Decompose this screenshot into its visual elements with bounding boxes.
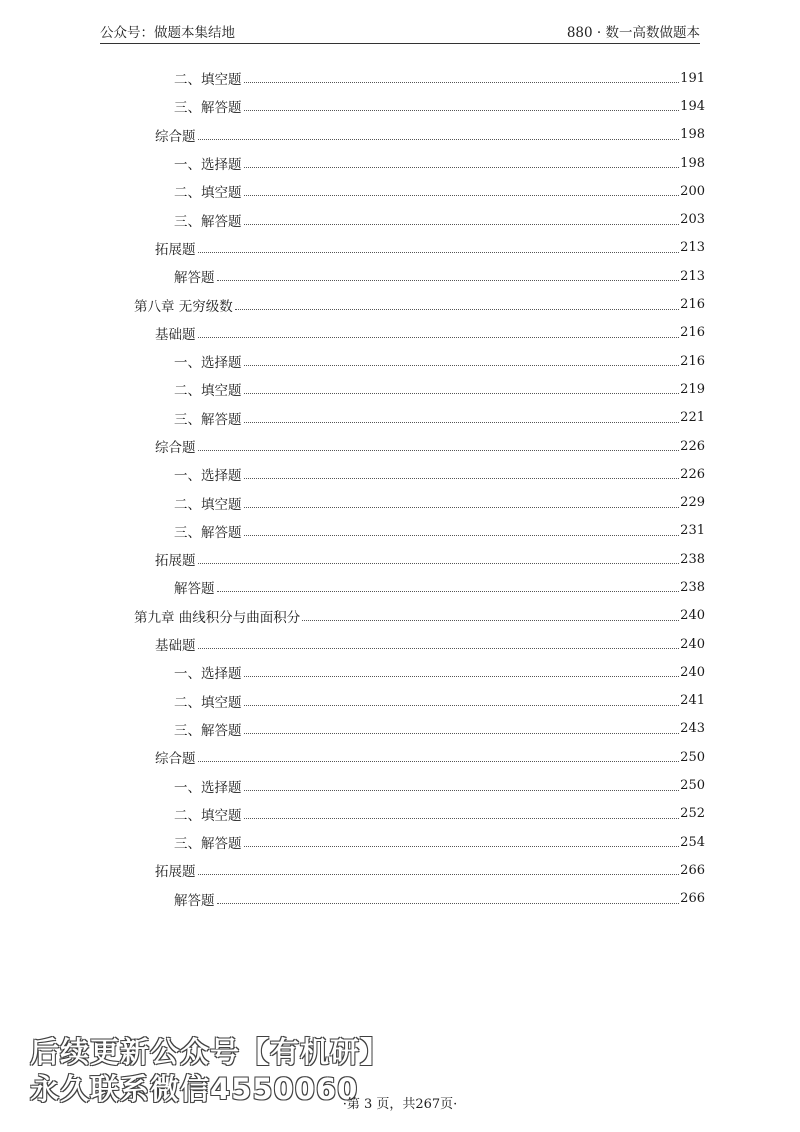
toc-entry-page-number: 200 bbox=[680, 183, 705, 199]
toc-entry-page-number: 198 bbox=[680, 127, 705, 143]
toc-entry-label: 第八章 无穷级数 bbox=[134, 298, 233, 315]
toc-entry-label: 二、填空题 bbox=[174, 694, 242, 711]
toc-dot-leader bbox=[198, 873, 680, 875]
toc-entry-page-number: 238 bbox=[680, 579, 705, 595]
page-header bbox=[100, 22, 700, 44]
toc-entry-page-number: 194 bbox=[680, 98, 705, 114]
toc-entry-label: 一、选择题 bbox=[174, 355, 242, 372]
toc-entry-page-number: 213 bbox=[680, 240, 705, 256]
toc-entry[interactable] bbox=[134, 602, 705, 630]
toc-entry-label: 拓展题 bbox=[155, 864, 196, 881]
toc-dot-leader bbox=[198, 251, 680, 253]
toc-dot-leader bbox=[198, 449, 680, 451]
toc-entry[interactable] bbox=[134, 687, 705, 715]
toc-entry-page-number: 216 bbox=[680, 353, 705, 369]
toc-entry[interactable] bbox=[134, 404, 705, 432]
toc-entry[interactable] bbox=[134, 630, 705, 658]
toc-entry-page-number: 266 bbox=[680, 862, 705, 878]
toc-entry[interactable] bbox=[134, 375, 705, 403]
toc-entry-page-number: 226 bbox=[680, 466, 705, 482]
toc-entry[interactable] bbox=[134, 517, 705, 545]
table-of-contents bbox=[134, 64, 705, 913]
toc-dot-leader bbox=[244, 675, 680, 677]
toc-entry[interactable] bbox=[134, 432, 705, 460]
toc-dot-leader bbox=[244, 421, 680, 423]
toc-dot-leader bbox=[244, 223, 680, 225]
toc-entry-label: 解答题 bbox=[174, 581, 215, 598]
toc-entry[interactable] bbox=[134, 234, 705, 262]
toc-entry[interactable] bbox=[134, 319, 705, 347]
toc-entry-page-number: 203 bbox=[680, 212, 705, 228]
toc-entry-label: 一、选择题 bbox=[174, 779, 242, 796]
toc-dot-leader bbox=[244, 732, 680, 734]
toc-dot-leader bbox=[244, 506, 680, 508]
toc-entry-page-number: 216 bbox=[680, 325, 705, 341]
toc-dot-leader bbox=[244, 109, 680, 111]
toc-dot-leader bbox=[244, 789, 680, 791]
toc-dot-leader bbox=[235, 308, 679, 310]
toc-entry-label: 解答题 bbox=[174, 892, 215, 909]
toc-entry-page-number: 250 bbox=[680, 749, 705, 765]
page-footer bbox=[0, 1093, 800, 1112]
toc-entry-label: 二、填空题 bbox=[174, 72, 242, 89]
toc-entry-label: 二、填空题 bbox=[174, 185, 242, 202]
toc-entry-page-number: 250 bbox=[680, 778, 705, 794]
toc-entry[interactable] bbox=[134, 64, 705, 92]
toc-dot-leader bbox=[198, 138, 680, 140]
toc-entry[interactable] bbox=[134, 545, 705, 573]
toc-entry-label: 基础题 bbox=[155, 326, 196, 343]
toc-dot-leader bbox=[198, 562, 680, 564]
toc-entry-page-number: 240 bbox=[680, 608, 705, 624]
toc-dot-leader bbox=[244, 704, 680, 706]
toc-entry[interactable] bbox=[134, 290, 705, 318]
toc-entry[interactable] bbox=[134, 262, 705, 290]
toc-entry-label: 综合题 bbox=[155, 128, 196, 145]
toc-entry[interactable] bbox=[134, 205, 705, 233]
toc-entry-page-number: 243 bbox=[680, 721, 705, 737]
header-right-text: 880 · 数一高数做题本 bbox=[566, 25, 700, 41]
toc-entry-label: 二、填空题 bbox=[174, 383, 242, 400]
toc-dot-leader bbox=[198, 760, 680, 762]
toc-entry-page-number: 252 bbox=[680, 806, 705, 822]
toc-entry[interactable] bbox=[134, 800, 705, 828]
toc-entry-label: 二、填空题 bbox=[174, 807, 242, 824]
toc-entry-label: 一、选择题 bbox=[174, 666, 242, 683]
toc-entry[interactable] bbox=[134, 885, 705, 913]
toc-entry-page-number: 229 bbox=[680, 495, 705, 511]
toc-dot-leader bbox=[217, 590, 680, 592]
toc-entry-page-number: 221 bbox=[680, 410, 705, 426]
toc-dot-leader bbox=[244, 534, 680, 536]
toc-entry[interactable] bbox=[134, 856, 705, 884]
watermark-line-2: 永久联系微信4550060 bbox=[30, 1072, 359, 1106]
toc-entry-page-number: 216 bbox=[680, 297, 705, 313]
toc-entry-label: 三、解答题 bbox=[174, 213, 242, 230]
toc-dot-leader bbox=[198, 336, 680, 338]
toc-entry[interactable] bbox=[134, 177, 705, 205]
toc-entry-label: 第九章 曲线积分与曲面积分 bbox=[134, 609, 301, 626]
toc-entry-page-number: 213 bbox=[680, 268, 705, 284]
toc-entry-label: 三、解答题 bbox=[174, 100, 242, 117]
toc-dot-leader bbox=[198, 647, 680, 649]
toc-entry[interactable] bbox=[134, 121, 705, 149]
toc-entry-label: 综合题 bbox=[155, 751, 196, 768]
toc-entry-label: 基础题 bbox=[155, 638, 196, 655]
toc-entry[interactable] bbox=[134, 149, 705, 177]
toc-entry-label: 拓展题 bbox=[155, 553, 196, 570]
toc-dot-leader bbox=[244, 845, 680, 847]
toc-entry-page-number: 226 bbox=[680, 438, 705, 454]
header-left-text: 公众号：做题本集结地 bbox=[100, 25, 235, 41]
toc-entry-label: 二、填空题 bbox=[174, 496, 242, 513]
toc-entry[interactable] bbox=[134, 92, 705, 120]
toc-entry-page-number: 198 bbox=[680, 155, 705, 171]
toc-entry-page-number: 219 bbox=[680, 381, 705, 397]
toc-entry-label: 三、解答题 bbox=[174, 722, 242, 739]
toc-entry[interactable] bbox=[134, 488, 705, 516]
toc-entry-label: 三、解答题 bbox=[174, 411, 242, 428]
toc-entry-page-number: 231 bbox=[680, 523, 705, 539]
toc-entry[interactable] bbox=[134, 828, 705, 856]
toc-entry[interactable] bbox=[134, 715, 705, 743]
toc-dot-leader bbox=[244, 81, 680, 83]
toc-dot-leader bbox=[244, 392, 680, 394]
toc-dot-leader bbox=[217, 279, 680, 281]
toc-entry-page-number: 191 bbox=[680, 70, 705, 86]
toc-dot-leader bbox=[244, 817, 680, 819]
toc-entry-page-number: 254 bbox=[680, 834, 705, 850]
toc-dot-leader bbox=[217, 902, 680, 904]
toc-dot-leader bbox=[244, 194, 680, 196]
toc-entry[interactable] bbox=[134, 460, 705, 488]
toc-entry-label: 综合题 bbox=[155, 440, 196, 456]
toc-dot-leader bbox=[302, 619, 679, 621]
watermark-line-1: 后续更新公众号【有机研】 bbox=[30, 1035, 391, 1069]
toc-entry-page-number: 241 bbox=[680, 693, 705, 709]
toc-entry-page-number: 240 bbox=[680, 664, 705, 680]
toc-entry[interactable] bbox=[134, 573, 705, 601]
toc-dot-leader bbox=[244, 166, 680, 168]
toc-dot-leader bbox=[244, 364, 680, 366]
toc-entry-label: 一、选择题 bbox=[174, 157, 242, 174]
toc-entry-label: 解答题 bbox=[174, 270, 215, 287]
toc-entry[interactable] bbox=[134, 347, 705, 375]
toc-entry-label: 三、解答题 bbox=[174, 836, 242, 853]
toc-entry[interactable] bbox=[134, 658, 705, 686]
toc-entry-page-number: 266 bbox=[680, 891, 705, 907]
toc-entry-page-number: 238 bbox=[680, 551, 705, 567]
toc-entry-label: 三、解答题 bbox=[174, 524, 242, 541]
toc-entry-label: 一、选择题 bbox=[174, 468, 242, 485]
toc-entry[interactable] bbox=[134, 771, 705, 799]
toc-entry-label: 拓展题 bbox=[155, 241, 196, 258]
page-number-text: ·第 3 页，共267页· bbox=[342, 1097, 458, 1112]
toc-entry[interactable] bbox=[134, 743, 705, 771]
toc-dot-leader bbox=[244, 477, 680, 479]
toc-entry-page-number: 240 bbox=[680, 636, 705, 652]
